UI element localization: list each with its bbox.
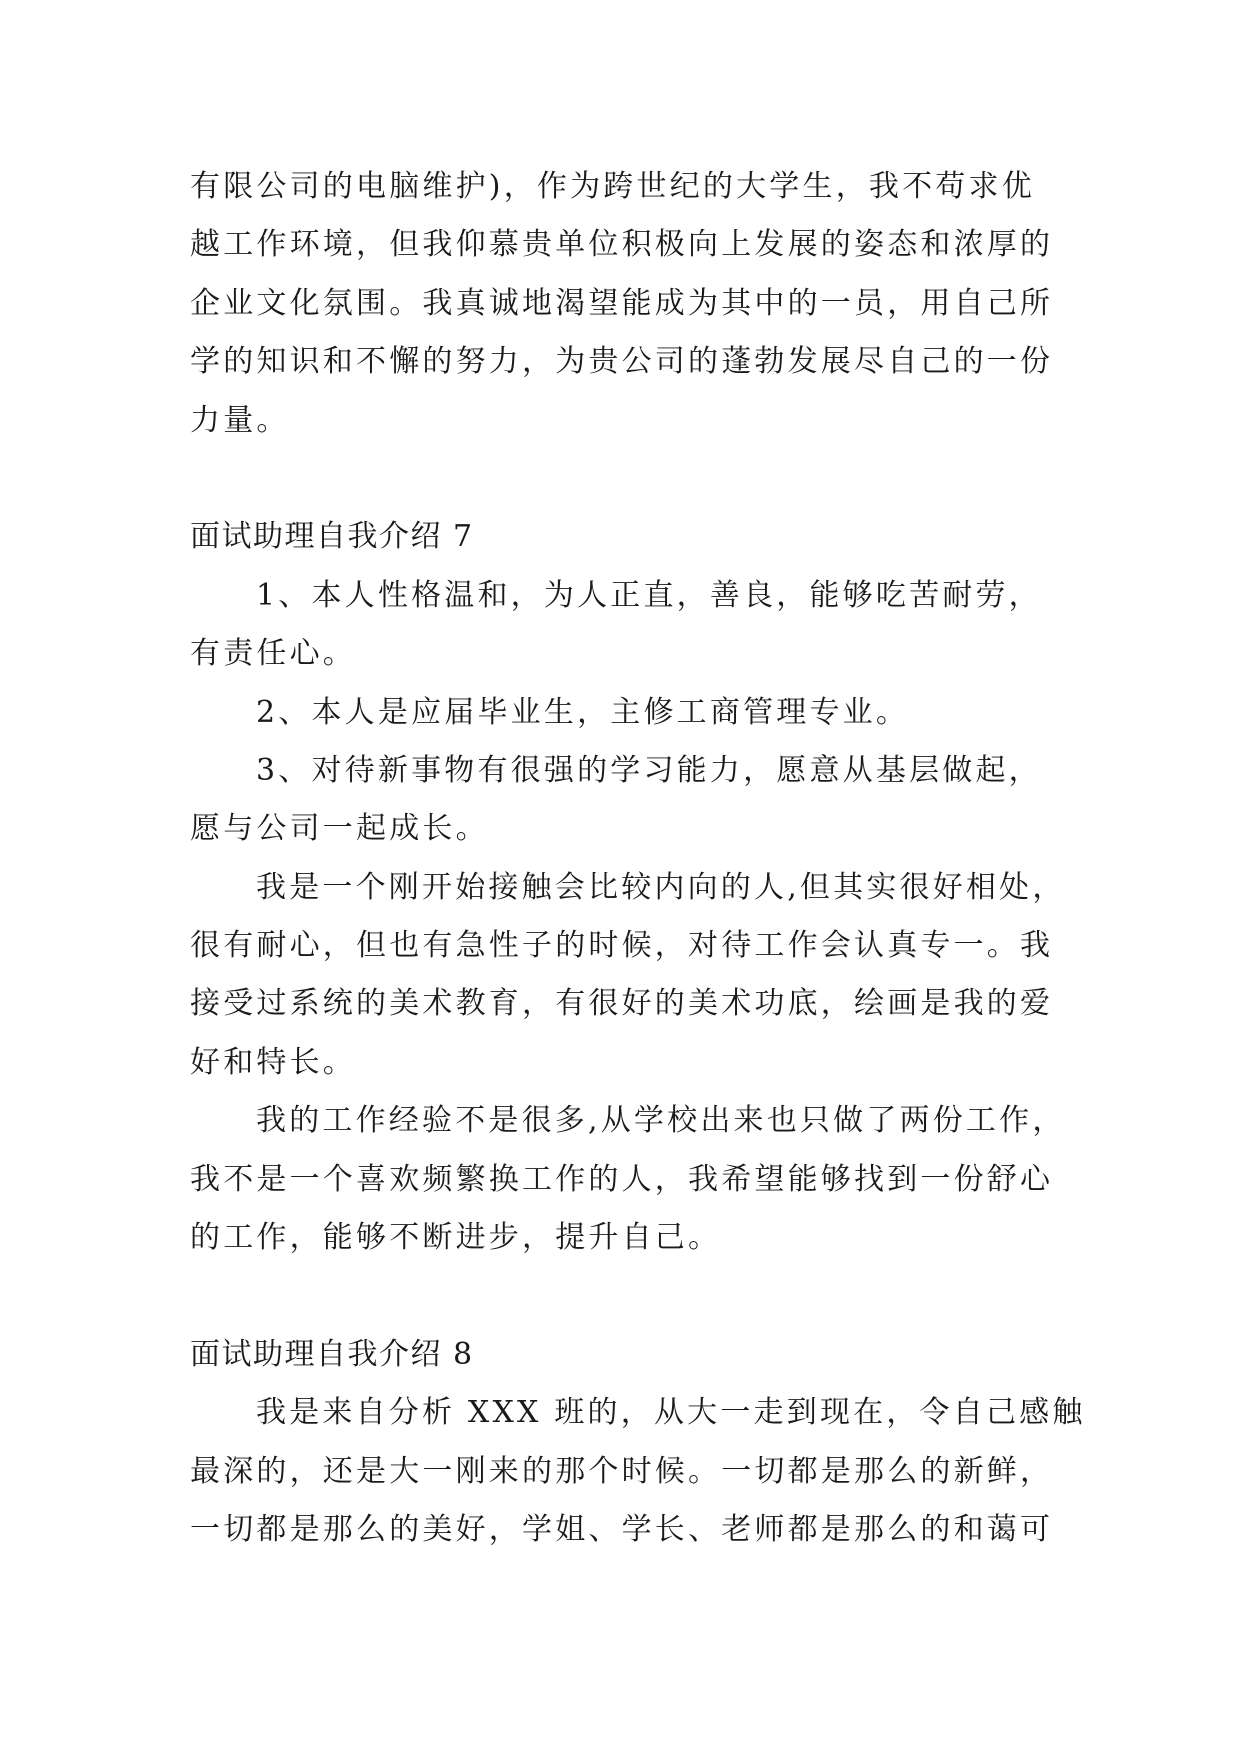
- text-line: 最深的，还是大一刚来的那个时候。一切都是那么的新鲜，: [190, 1453, 1054, 1489]
- text-line: 我不是一个喜欢频繁换工作的人，我希望能够找到一份舒心: [190, 1161, 1054, 1197]
- text-line: 我是一个刚开始接触会比较内向的人,但其实很好相处，: [256, 869, 1066, 905]
- section-gap: [190, 1267, 1060, 1325]
- section-gap: [190, 450, 1060, 508]
- document-page: [190, 158, 1086, 1559]
- text-line: 有限公司的电脑维护)，作为跨世纪的大学生，我不苟求优: [190, 169, 1035, 204]
- intro-paragraph: [190, 158, 1060, 450]
- text-line: 愿与公司一起成长。: [190, 811, 489, 847]
- section-7: [190, 508, 1066, 1267]
- section-heading: 面试助理自我介绍 7: [190, 519, 474, 555]
- section-8: [190, 1326, 1086, 1560]
- text-line: 1、本人性格温和，为人正直，善良，能够吃苦耐劳，: [256, 577, 1042, 613]
- text-line: 学的知识和不懈的努力，为贵公司的蓬勃发展尽自己的一份: [190, 344, 1054, 380]
- text-line: 接受过系统的美术教育，有很好的美术功底，绘画是我的爱: [190, 986, 1054, 1022]
- text-line: 好和特长。: [190, 1044, 356, 1080]
- text-line: 3、对待新事物有很强的学习能力，愿意从基层做起，: [256, 752, 1042, 788]
- text-line: 很有耐心，但也有急性子的时候，对待工作会认真专一。我: [190, 928, 1054, 964]
- text-line: 一切都是那么的美好，学姐、学长、老师都是那么的和蔼可: [190, 1511, 1054, 1547]
- text-line: 的工作，能够不断进步，提升自己。: [190, 1220, 722, 1256]
- text-line: 我是来自分析 XXX 班的，从大一走到现在，令自己感触: [256, 1395, 1086, 1431]
- text-line: 有责任心。: [190, 636, 356, 672]
- text-line: 企业文化氛围。我真诚地渴望能成为其中的一员，用自己所: [190, 285, 1054, 321]
- text-line: 力量。: [190, 402, 290, 438]
- section-heading: 面试助理自我介绍 8: [190, 1336, 474, 1372]
- text-line: 2、本人是应届毕业生，主修工商管理专业。: [256, 694, 910, 730]
- text-line: 越工作环境，但我仰慕贵单位积极向上发展的姿态和浓厚的: [190, 227, 1054, 263]
- text-line: 我的工作经验不是很多,从学校出来也只做了两份工作，: [256, 1103, 1066, 1139]
